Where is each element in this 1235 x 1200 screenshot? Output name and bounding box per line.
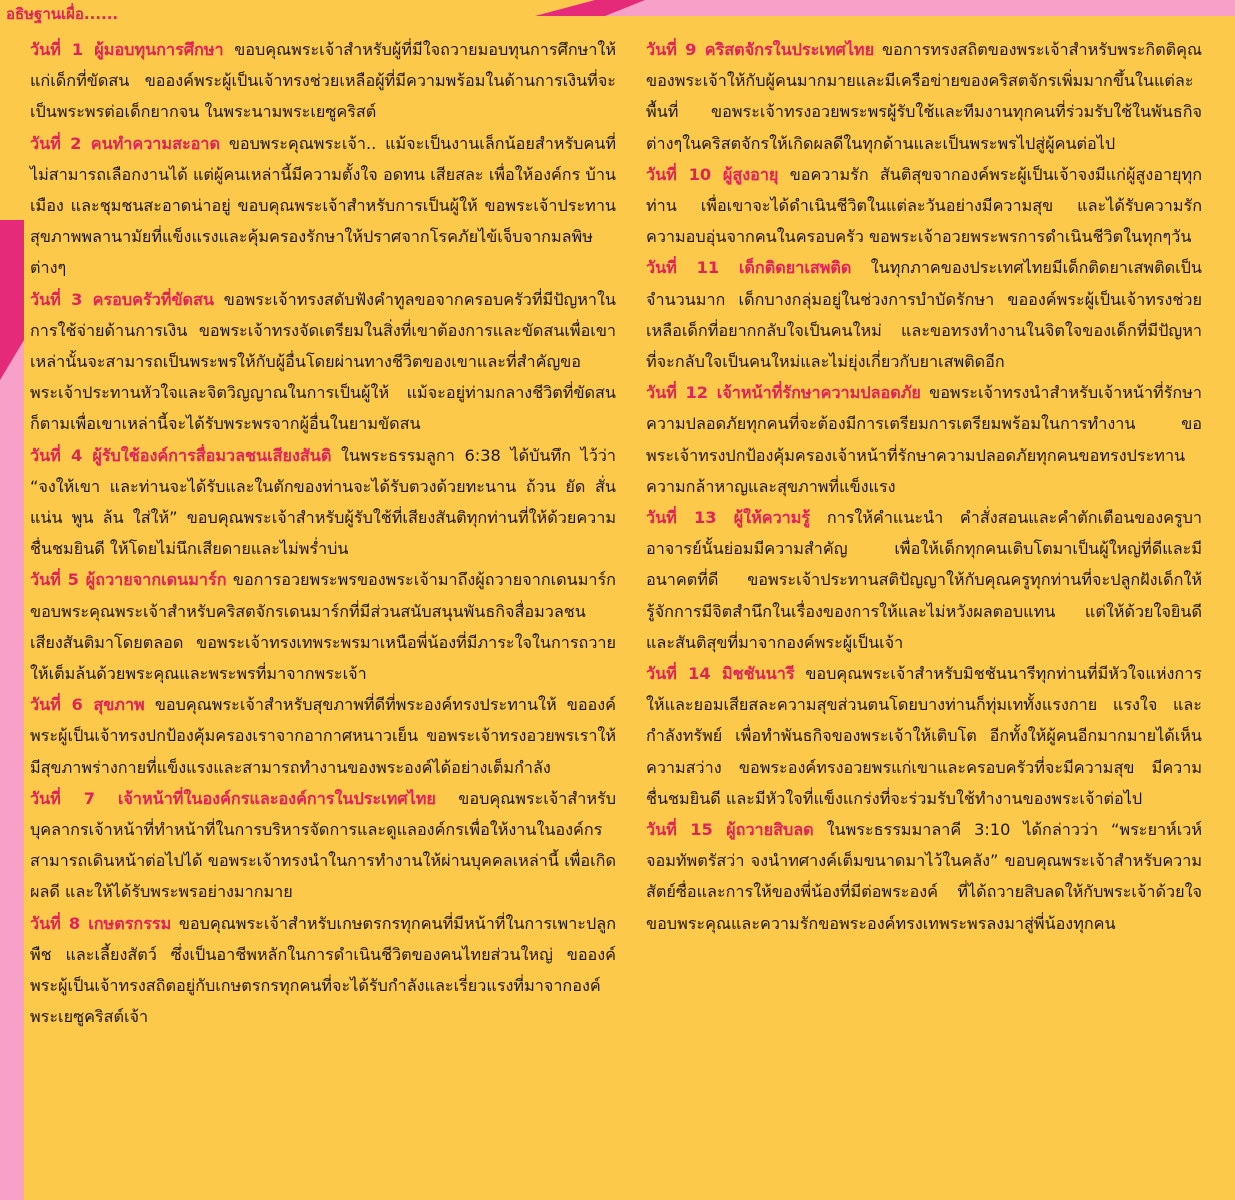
day-text: ในพระธรรมมาลาคี 3:10 ได้กล่าวว่า “พระยาห์เวห์จอมทัพตรัสว่า จงนำทศางค์เต็มขนาดมาไว้ในคลัง” ขอบคุณพระเจ้าสำหรับความสัตย์ซื่อและการให้ของพี่น้องที่มีต่อพระองค์ ที่ได้ถวายสิบลดให้กับพระเจ้าด้วยใจขอบพระคุณและความรักขอพระองค์ทรงเทพระพรลงมาสู่พี่น้องทุกคน: [646, 820, 1202, 933]
prayer-entry: [646, 502, 1202, 658]
day-text: การให้คำแนะนำ คำสั่งสอนและคำตักเตือนของครูบาอาจารย์นั้นย่อมมีความสำคัญ เพื่อให้เด็กทุกคนเติบโตมาเป็นผู้ใหญ่ที่ดีและมีอนาคตที่ดี ขอพระเจ้าประทานสติปัญญาให้กับคุณครูทุกท่านที่จะปลูกฝังเด็กให้รู้จักการมีจิตสำนึกในเรื่องของการให้และไม่หวังผลตอบแทน แต่ให้ด้วยใจยินดีและสันติสุขที่มาจากองค์พระผู้เป็นเจ้า: [646, 508, 1202, 652]
prayer-entry: [30, 783, 616, 908]
day-text: ขอบคุณพระเจ้าสำหรับผู้ที่มีใจถวายมอบทุนการศึกษาให้แก่เด็กที่ขัดสน ขอองค์พระผู้เป็นเจ้าทรงช่วยเหลือผู้ที่มีความพร้อมในด้านการเงินที่จะเป็นพระพรต่อเด็กยากจน ในพระนามพระเยซูคริสต์: [30, 40, 616, 122]
prayer-entry: [30, 440, 616, 565]
day-text: ขอบคุณพระเจ้าสำหรับมิชชันนารีทุกท่านที่มีหัวใจแห่งการให้และยอมเสียสละความสุขส่วนตนโดยบางท่านก็ทุ่มเททั้งแรงกาย แรงใจ และกำลังทรัพย์ เพื่อทำพันธกิจของพระเจ้าให้เติบโต อีกทั้งให้ผู้คนอีกมากมายได้เห็นความสว่าง ขอพระองค์ทรงอวยพรแก่เขาและครอบครัวที่จะมีความสุข มีความชื่นชมยินดี และมีหัวใจที่แข็งแกร่งที่จะร่วมรับใช้ทำงานของพระเจ้าต่อไป: [646, 664, 1202, 808]
prayer-entry: [646, 377, 1202, 502]
day-title: วันที่ 6 สุขภาพ: [30, 695, 145, 715]
prayer-entry: [30, 128, 616, 284]
day-text: ขอความรัก สันติสุขจากองค์พระผู้เป็นเจ้าจงมีแก่ผู้สูงอายุทุกท่าน เพื่อเขาจะได้ดำเนินชีวิตในแต่ละวันอย่างมีความสุข และได้รับความรัก ความอบอุ่นจากคนในครอบครัว ขอพระเจ้าอวยพระพรการดำเนินชีวิตในทุกๆวัน: [646, 164, 1202, 247]
day-text: ขอบคุณพระเจ้าสำหรับสุขภาพที่ดีที่พระองค์ทรงประทานให้ ขอองค์พระผู้เป็นเจ้าทรงปกป้องคุ้มครองเราจากอากาศหนาวเย็น ขอพระเจ้าทรงอวยพรเราให้มีสุขภาพร่างกายที่แข็งแรงและสามารถทำงานของพระองค์ได้อย่างเต็มกำลัง: [30, 695, 616, 777]
decorative-stripe-top: [535, 0, 1235, 16]
page-heading: อธิษฐานเผื่อ......: [6, 5, 119, 23]
day-title: วันที่ 15 ผู้ถวายสิบลด: [646, 820, 814, 840]
prayer-entry: [646, 658, 1202, 814]
decorative-stripe-left: [0, 220, 24, 1200]
day-text: ในพระธรรมลูกา 6:38 ได้บันทึก ไว้ว่า “จงให้เขา และท่านจะได้รับและในตักของท่านจะได้รับตวงด้วยทะนาน ถ้วน ยัด สั่น แน่น พูน ล้น ใส่ให้” ขอบคุณพระเจ้าสำหรับผู้รับใช้ที่เสียงสันติทุกท่านที่ให้ด้วยความชื่นชมยินดี ให้โดยไม่นึกเสียดายและไม่พร่ำบ่น: [30, 445, 616, 559]
prayer-entry: [646, 252, 1202, 377]
day-text: ขอบคุณพระเจ้าสำหรับเกษตรกรทุกคนที่มีหน้าที่ในการเพาะปลูกพืช และเลี้ยงสัตว์ ซึ่งเป็นอาชีพหลักในการดำเนินชีวิตของคนไทยส่วนใหญ่ ขอองค์พระผู้เป็นเจ้าทรงสถิตอยู่กับเกษตรกรทุกคนที่จะได้รับกำลังและเรี่ยวแรงที่มาจากองค์พระเยซูคริสต์เจ้า: [30, 913, 616, 1027]
day-text: ขอพระเจ้าทรงนำสำหรับเจ้าหน้าที่รักษาความปลอดภัยทุกคนที่จะต้องมีการเตรียมการเตรียมพร้อมในการทำงาน ขอพระเจ้าทรงปกป้องคุ้มครองเจ้าหน้าที่รักษาความปลอดภัยทุกคนขอทรงประทานความกล้าหาญและสุขภาพที่แข็งแรง: [646, 383, 1202, 496]
day-text: ขอพระเจ้าทรงสดับฟังคำทูลขอจากครอบครัวที่มีปัญหาในการใช้จ่ายด้านการเงิน ขอพระเจ้าทรงจัดเตรียมในสิ่งที่เขาต้องการและขัดสนเพื่อเขาเหล่านั้นจะสามารถเป็นพระพรให้กับผู้อื่นโดยผ่านทางชีวิตของเขาและที่สำคัญขอพระเจ้าประทานหัวใจและจิตวิญญาณในการเป็นผู้ให้ แม้จะอยู่ท่ามกลางชีวิตที่ขัดสนก็ตามเพื่อเขาเหล่านี้จะได้รับพระพรจากผู้อื่นในยามขัดสน: [30, 289, 616, 434]
day-title: วันที่ 7 เจ้าหน้าที่ในองค์กรและองค์การในประเทศไทย: [30, 788, 436, 808]
day-text: ขอบพระคุณพระเจ้า.. แม้จะเป็นงานเล็กน้อยสำหรับคนที่ไม่สามารถเลือกงานได้ แต่ผู้คนเหล่านี้มีความตั้งใจ อดทน เสียสละ เพื่อให้องค์กร บ้านเมือง และชุมชนสะอาดน่าอยู่ ขอบคุณพระเจ้าสำหรับการเป็นผู้ให้ ขอพระเจ้าประทานสุขภาพพลานามัยที่แข็งแรงและคุ้มครองรักษาให้ปราศจากโรคภัยไข้เจ็บจากมลพิษต่างๆ: [30, 133, 616, 278]
day-title: วันที่ 1 ผู้มอบทุนการศึกษา: [30, 40, 224, 59]
day-title: วันที่ 13 ผู้ให้ความรู้: [646, 508, 811, 528]
day-title: วันที่ 8 เกษตรกรรม: [30, 913, 172, 933]
prayer-entry: [646, 814, 1202, 939]
day-title: วันที่ 3 ครอบครัวที่ขัดสน: [30, 289, 214, 309]
day-text: ขอการอวยพระพรของพระเจ้ามาถึงผู้ถวายจากเดนมาร์ก ขอบพระคุณพระเจ้าสำหรับคริสตจักรเดนมาร์กที่มีส่วนสนับสนุนพันธกิจสื่อมวลชนเสียงสันติมาโดยตลอด ขอพระเจ้าทรงเทพระพรมาเหนือพี่น้องที่มีภาระใจในการถวายให้เต็มล้นด้วยพระคุณและพระพรที่มาจากพระเจ้า: [30, 570, 616, 684]
day-title: วันที่ 10 ผู้สูงอายุ: [646, 164, 779, 184]
day-title: วันที่ 11 เด็กติดยาเสพติด: [646, 258, 852, 278]
prayer-entry: [30, 908, 616, 1033]
prayer-entry: [30, 689, 616, 783]
day-title: วันที่ 5 ผู้ถวายจากเดนมาร์ก: [30, 570, 227, 590]
prayer-entry: [646, 159, 1202, 253]
prayer-entry: [30, 284, 616, 440]
day-text: ขอบคุณพระเจ้าสำหรับบุคลากรเจ้าหน้าที่ทำหน้าที่ในการบริหารจัดการและดูแลองค์กรเพื่อให้งานในองค์กรสามารถเดินหน้าต่อไปได้ ขอพระเจ้าทรงนำในการทำงานให้ผ่านบุคคลเหล่านี้ เพื่อเกิดผลดี และให้ได้รับพระพรอย่างมากมาย: [30, 788, 616, 902]
day-title: วันที่ 14 มิชชันนารี: [646, 664, 795, 684]
day-title: วันที่ 4 ผู้รับใช้องค์การสื่อมวลชนเสียงสันติ: [30, 445, 332, 465]
prayer-entry: [646, 34, 1202, 159]
day-title: วันที่ 9 คริสตจักรในประเทศไทย: [646, 40, 875, 59]
day-title: วันที่ 12 เจ้าหน้าที่รักษาความปลอดภัย: [646, 383, 921, 403]
prayer-entry: [30, 564, 616, 689]
day-text: ขอการทรงสถิตของพระเจ้าสำหรับพระกิตติคุณของพระเจ้าให้กับผู้คนมากมายและมีเครือข่ายของคริสตจักรเพิ่มมากขึ้นในแต่ละพื้นที่ ขอพระเจ้าทรงอวยพระพรผู้รับใช้และทีมงานทุกคนที่ร่วมรับใช้ในพันธกิจต่างๆในคริสตจักรให้เกิดผลดีในทุกด้านและเป็นพระพรไปสู่ผู้คนต่อไป: [646, 40, 1202, 153]
day-title: วันที่ 2 คนทำความสะอาด: [30, 133, 220, 153]
prayer-entry: [30, 34, 616, 128]
prayer-column-left: [30, 34, 616, 1033]
prayer-column-right: [646, 34, 1202, 939]
day-text: ในทุกภาคของประเทศไทยมีเด็กติดยาเสพติดเป็นจำนวนมาก เด็กบางกลุ่มอยู่ในช่วงการบำบัดรักษา ขอองค์พระผู้เป็นเจ้าทรงช่วยเหลือเด็กที่อยากกลับใจเป็นคนใหม่ และขอทรงทำงานในจิตใจของเด็กที่มีปัญหา ที่จะกลับใจเป็นคนใหม่และไม่ยุ่งเกี่ยวกับยาเสพติดอีก: [646, 258, 1202, 372]
